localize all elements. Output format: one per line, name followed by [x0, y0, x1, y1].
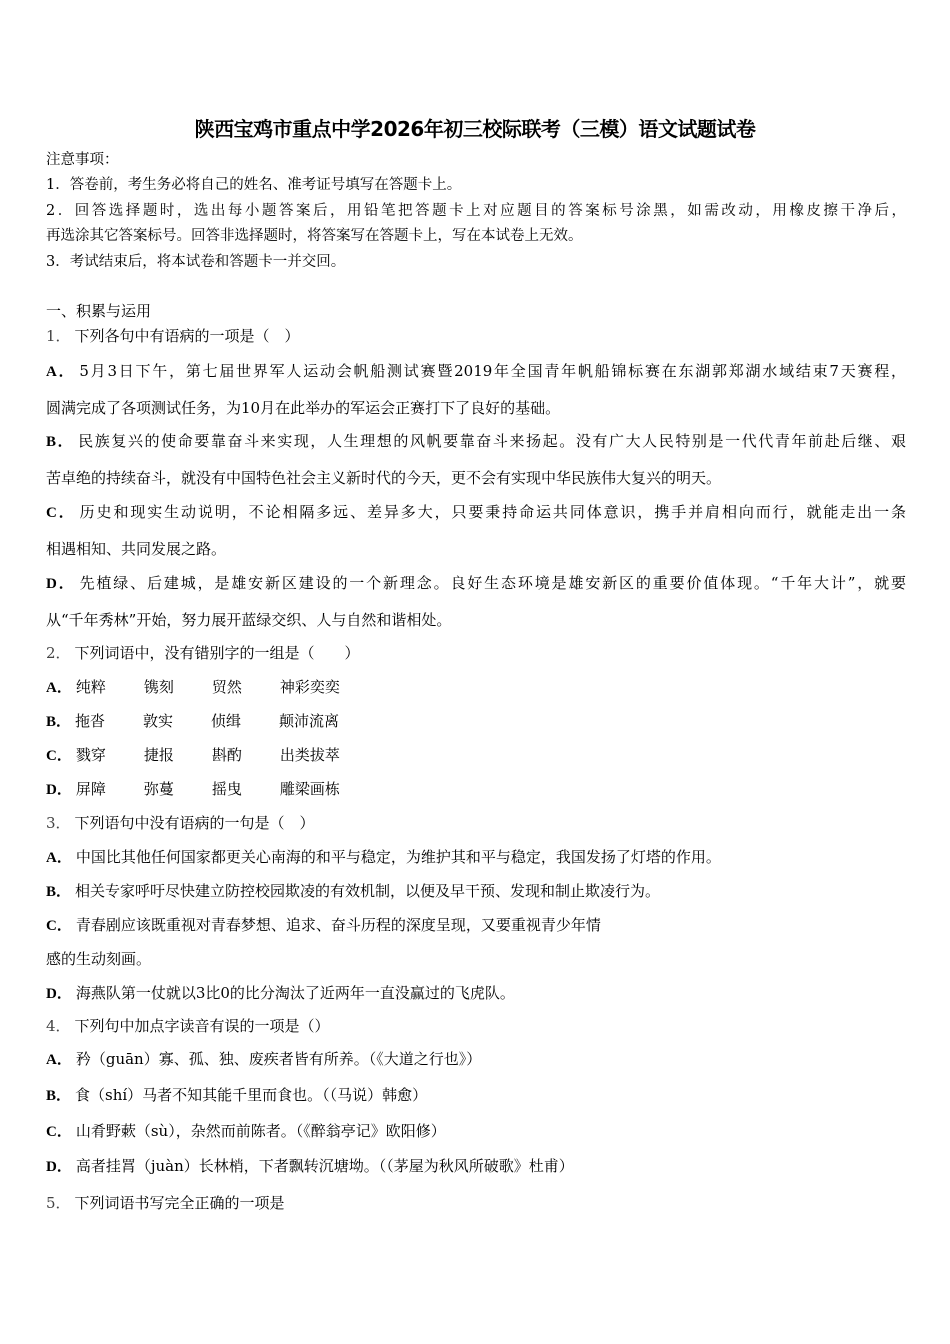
- option-line: [46, 610, 451, 630]
- option-word: 敦实: [143, 712, 174, 730]
- question-stem: [46, 1016, 330, 1036]
- option-word: 侦缉: [211, 712, 242, 730]
- option-label: B．: [46, 884, 72, 900]
- option-text: 食（shí）马者不知其能千里而食也。（（马说）韩愈）: [75, 1086, 428, 1104]
- page-title: 陕西宝鸡市重点中学2026年初三校际联考（三模）语文试题试卷: [194, 117, 756, 141]
- option-label: B．: [46, 714, 72, 730]
- option-line: [46, 915, 601, 936]
- option-text: 相遇相知、共同发展之路。: [46, 540, 227, 558]
- option-line: [46, 539, 226, 559]
- question-stem: [46, 326, 300, 346]
- option-text: 5月3日下午，第七届世界军人运动会帆船测试赛暨2019年全国青年帆船锦标赛在东湖郭郑湖水域结束7天赛程，: [79, 362, 906, 380]
- option-text: 从“千年秀林”开始，努力展开蓝绿交织、人与自然和谐相处。: [46, 611, 452, 629]
- option-word: 捷报: [143, 746, 174, 764]
- section-heading: [46, 301, 151, 321]
- option-text: 民族复兴的使命要靠奋斗来实现，人生理想的风帆要靠奋斗来扬起。没有广大人民特别是一代代青年前赴后继、艰: [78, 432, 906, 450]
- option-label: A．: [46, 364, 76, 380]
- option-line: [46, 983, 515, 1004]
- question-number: 4．: [46, 1017, 71, 1035]
- option-line: [46, 573, 906, 594]
- option-text: 感的生动刻画。: [46, 950, 152, 968]
- question-stem-text: 下列词语中，没有错别字的一组是（ ）: [74, 644, 360, 662]
- section-heading-text: 一、积累与运用: [46, 302, 152, 320]
- option-text: 先植绿、后建城，是雄安新区建设的一个新理念。良好生态环境是雄安新区的重要价值体现。“千年大计”，就要: [79, 574, 906, 592]
- option-line: [46, 881, 660, 902]
- option-label: C．: [46, 918, 72, 934]
- option-word: 戮穿: [75, 746, 106, 764]
- option-label: C．: [46, 505, 76, 521]
- option-text: 圆满完成了各项测试任务，为10月在此举办的军运会正赛打下了良好的基础。: [46, 399, 561, 417]
- notice-text: 2．回答选择题时，选出每小题答案后，用铅笔把答题卡上对应题目的答案标号涂黑，如需改动，用橡皮擦干净后，: [46, 203, 906, 219]
- option-line: [46, 468, 721, 488]
- option-word: 斟酌: [211, 746, 242, 764]
- notice-text: 再选涂其它答案标号。回答非选择题时，将答案写在答题卡上，写在本试卷上无效。: [46, 228, 583, 244]
- question-stem-text: 下列句中加点字读音有误的一项是（）: [74, 1017, 330, 1035]
- option-line: [46, 1156, 574, 1177]
- option-line: [46, 745, 348, 766]
- option-line: [46, 1049, 481, 1070]
- option-line: [46, 1121, 446, 1142]
- notice-heading-text: 注意事项：: [46, 152, 119, 168]
- option-text: 矜（guān）寡、孤、独、废疾者皆有所养。（《大道之行也》）: [75, 1050, 482, 1068]
- notice-line: [46, 252, 345, 272]
- option-label: D．: [46, 576, 76, 592]
- notice-line: [46, 201, 906, 221]
- notice-line: [46, 226, 583, 246]
- option-line: [46, 502, 906, 523]
- option-line: [46, 398, 560, 418]
- question-number: 5．: [46, 1194, 71, 1212]
- option-line: [46, 779, 348, 800]
- option-word: 镌刻: [143, 678, 174, 696]
- option-text: 苦卓绝的持续奋斗，就没有中国特色社会主义新时代的今天，更不会有实现中华民族伟大复兴的明天。: [46, 469, 722, 487]
- option-text: 青春剧应该既重视对青春梦想、追求、奋斗历程的深度呈现，又要重视青少年情: [75, 916, 601, 934]
- notice-text: 1．答卷前，考生务必将自己的姓名、准考证号填写在答题卡上。: [46, 177, 462, 193]
- option-label: D．: [46, 782, 72, 798]
- option-word: 贸然: [211, 678, 242, 696]
- option-label: D．: [46, 986, 72, 1002]
- option-label: C．: [46, 748, 72, 764]
- option-line: [46, 677, 348, 698]
- question-stem: [46, 813, 315, 833]
- option-word: 颠沛流离: [279, 712, 340, 730]
- option-label: A．: [46, 1052, 72, 1068]
- option-word: 神彩奕奕: [279, 678, 340, 696]
- option-label: B．: [46, 434, 75, 450]
- option-text: 中国比其他任何国家都更关心南海的和平与稳定，为维护其和平与稳定，我国发扬了灯塔的作用。: [75, 848, 721, 866]
- option-word: 雕梁画栋: [279, 780, 340, 798]
- option-word: 弥蔓: [143, 780, 174, 798]
- option-line: [46, 431, 906, 452]
- option-line: [46, 711, 347, 732]
- option-text: 山肴野蔌（sù），杂然而前陈者。（《醉翁亭记》欧阳修）: [75, 1122, 446, 1140]
- question-stem-text: 下列语句中没有语病的一句是（ ）: [74, 814, 315, 832]
- option-text: 高者挂罥（juàn）长林梢，下者飘转沉塘坳。（（茅屋为秋风所破歌》杜甫）: [75, 1157, 574, 1175]
- option-label: B．: [46, 1088, 72, 1104]
- option-word: 屏障: [75, 780, 106, 798]
- option-label: A．: [46, 850, 72, 866]
- option-line: [46, 1085, 427, 1106]
- option-word: 拖沓: [75, 712, 106, 730]
- question-stem-text: 下列各句中有语病的一项是（ ）: [74, 327, 300, 345]
- option-label: C．: [46, 1124, 72, 1140]
- option-line: [46, 847, 721, 868]
- question-stem: [46, 1193, 285, 1213]
- option-label: D．: [46, 1159, 72, 1175]
- option-word: 出类拔萃: [279, 746, 340, 764]
- notice-line: [46, 175, 461, 195]
- option-line: [46, 949, 151, 969]
- question-number: 3．: [46, 814, 71, 832]
- question-number: 1．: [46, 327, 71, 345]
- option-word: 摇曳: [211, 780, 242, 798]
- option-word: 纯粹: [75, 678, 106, 696]
- option-line: [46, 361, 906, 382]
- notice-text: 3．考试结束后，将本试卷和答题卡一并交回。: [46, 254, 346, 270]
- option-text: 海燕队第一仗就以3比0的比分淘汰了近两年一直没赢过的飞虎队。: [75, 984, 515, 1002]
- question-number: 2．: [46, 644, 71, 662]
- question-stem-text: 下列词语书写完全正确的一项是: [74, 1194, 285, 1212]
- option-text: 相关专家呼吁尽快建立防控校园欺凌的有效机制，以便及早干预、发现和制止欺凌行为。: [75, 882, 661, 900]
- notice-heading: [46, 150, 119, 170]
- option-text: 历史和现实生动说明，不论相隔多远、差异多大，只要秉持命运共同体意识，携手并肩相向而行，就能走出一条: [79, 503, 906, 521]
- option-label: A．: [46, 680, 72, 696]
- question-stem: [46, 643, 360, 663]
